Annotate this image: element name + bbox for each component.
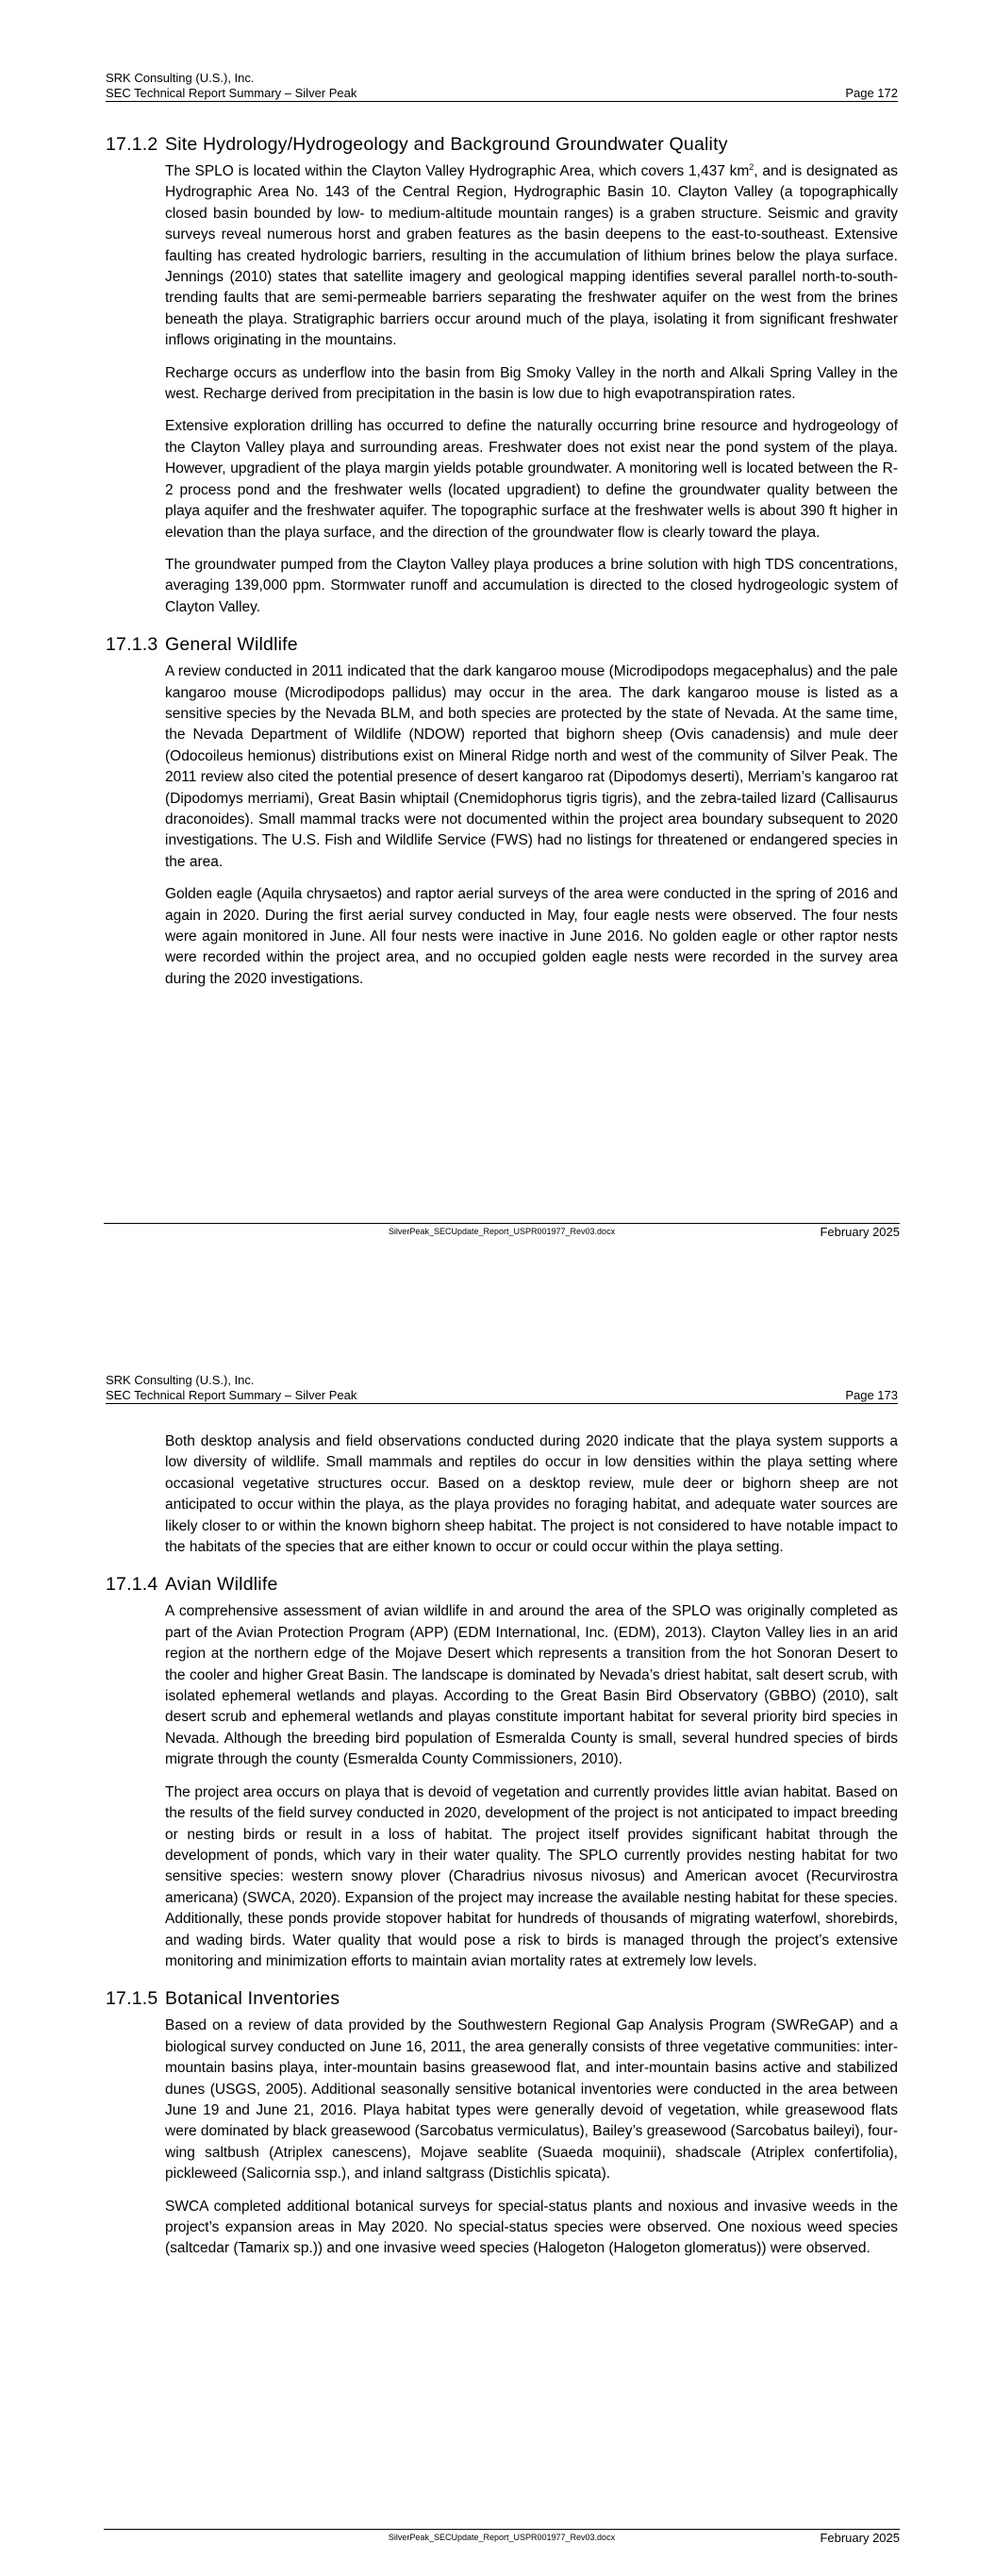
footer-date: February 2025	[820, 2531, 900, 2545]
section-title: Botanical Inventories	[165, 1988, 340, 2010]
paragraph: A comprehensive assessment of avian wildlife in and around the area of the SPLO was originally completed as part of the Avian Protection Program (APP) (EDM International, Inc. (EDM), 2013). Clayton Valley lies in an arid region at the northern edge of the Mojave Desert which represents a transition from the hot Sonoran Desert to the cooler and higher Great Basin. The landscape is dominated by Nevada’s driest habitat, salt desert scrub, with isolated ephemeral wetlands and playas. According to the Great Basin Bird Observatory (GBBO) (2010), salt desert scrub and ephemeral wetlands and playas constitute important habitat for several priority bird species in Nevada. Although the breeding bird population of Esmeralda County is small, several hundred species of birds migrate through the county (Esmeralda County Commissioners, 2010).	[165, 1603, 898, 1768]
section-number: 17.1.4	[106, 1574, 158, 1596]
paragraph: Based on a review of data provided by the Southwestern Regional Gap Analysis Program (SWReGAP) and a biological survey conducted on June 16, 2011, the area generally consists of three vegetative communities: inter-mountain basins playa, inter-mountain basins greasewood flat, and inter-mountain basins active and stabilized dunes (USGS, 2005). Additional seasonally sensitive botanical inventories were conducted in the area between June 19 and June 21, 2016. Playa habitat types were generally devoid of vegetation, while greasewood flats were dominated by black greasewood (Sarcobatus vermiculatus), Bailey’s greasewood (Sarcobatus baileyi), four-wing saltbush (Atriplex canescens), Mojave seablite (Suaeda moquinii), shadscale (Atriplex confertifolia), pickleweed (Salicornia ssp.), and inland saltgrass (Distichlis spicata).	[165, 2017, 898, 2183]
section-number: 17.1.2	[106, 134, 158, 155]
footer-filename: SilverPeak_SECUpdate_Report_USPR001977_Rev03.docx	[388, 2533, 616, 2542]
paragraph: Extensive exploration drilling has occurred to define the naturally occurring brine resource and hydrogeology of the Clayton Valley playa and surrounding areas. Freshwater does not exist near the pond system of the playa. However, upgradient of the playa margin yields potable groundwater. A monitoring well is located between the R-2 process pond and the freshwater wells (located upgradient) to define the groundwater quality between the playa aquifer and the freshwater aquifer. The topographic surface at the freshwater wells is about 390 ft higher in elevation than the playa surface, and the direction of the groundwater flow is clearly toward the playa.	[165, 418, 898, 541]
page-header	[106, 71, 898, 102]
footer-filename: SilverPeak_SECUpdate_Report_USPR001977_Rev03.docx	[388, 1227, 616, 1236]
paragraph: Both desktop analysis and field observations conducted during 2020 indicate that the playa system supports a low diversity of wildlife. Small mammals and reptiles do occur in low densities within the playa setting where occasional vegetative structures occur. Based on a desktop review, mule deer or bighorn sheep are not anticipated to occur within the playa, as the playa provides no foraging habitat, and adequate water sources are likely closer to or within the known bighorn sheep habitat. The project is not considered to have notable impact to the habitats of the species that are either known to occur or could occur within the playa setting.	[165, 1433, 898, 1556]
paragraph: Recharge occurs as underflow into the basin from Big Smoky Valley in the north and Alkali Spring Valley in the west. Recharge derived from precipitation in the basin is low due to high evapotranspiration rates.	[165, 364, 898, 403]
section-title: Site Hydrology/Hydrogeology and Background Groundwater Quality	[165, 134, 728, 155]
page-173	[0, 1288, 995, 2576]
section-title: Avian Wildlife	[165, 1574, 278, 1596]
section-heading-17-1-5	[106, 1987, 898, 2010]
section-heading-17-1-4	[106, 1573, 898, 1596]
section-heading-17-1-3	[106, 633, 898, 656]
header-report-title: SEC Technical Report Summary – Silver Peak	[106, 1388, 357, 1402]
page-number: Page 172	[845, 86, 898, 100]
paragraph: The groundwater pumped from the Clayton Valley playa produces a brine solution with high TDS concentrations, averaging 139,000 ppm. Stormwater runoff and accumulation is directed to the closed hydrogeologic system of Clayton Valley.	[165, 556, 898, 615]
section-title: General Wildlife	[165, 634, 298, 656]
footer-date: February 2025	[820, 1225, 900, 1239]
paragraph: The project area occurs on playa that is devoid of vegetation and currently provides little avian habitat. Based on the results of the field survey conducted in 2020, development of the project is not anticipated to impact breeding or nesting birds or result in a loss of habitat. The project itself provides significant habitat through the development of ponds, which vary in their water quality. The SPLO currently provides nesting habitat for two sensitive species: western snowy plover (Charadrius nivosus nivosus) and American avocet (Recurvirostra americana) (SWCA, 2020). Expansion of the project may increase the available nesting habitat for these species. Additionally, these ponds provide stopover habitat for hundreds of thousands of migrating waterfowl, shorebirds, and wading birds. Water quality that would pose a risk to birds is managed through the project’s extensive monitoring and minimization efforts to maintain avian mortality rates at extremely low levels.	[165, 1783, 898, 1969]
page-footer	[104, 1223, 900, 1239]
section-number: 17.1.3	[106, 634, 158, 656]
page-body	[106, 133, 898, 1001]
superscript: 2	[749, 161, 755, 172]
paragraph: SWCA completed additional botanical surveys for special-status plants and noxious and invasive weeds in the project’s expansion areas in May 2020. No special-status species were observed. One noxious weed species (saltcedar (Tamarix sp.)) and one invasive weed species (Halogeton (Halogeton glomeratus)) were observed.	[165, 2198, 898, 2257]
page-number: Page 173	[845, 1388, 898, 1402]
paragraph: A review conducted in 2011 indicated that the dark kangaroo mouse (Microdipodops megacephalus) and the pale kangaroo mouse (Microdipodops pallidus) may occur in the area. The dark kangaroo mouse is listed as a sensitive species by the Nevada BLM, and both species are protected by the state of Nevada. At the same time, the Nevada Department of Wildlife (NDOW) reported that bighorn sheep (Ovis canadensis) and mule deer (Odocoileus hemionus) distributions exist on Mineral Ridge north and west of the community of Silver Peak. The 2011 review also cited the potential presence of desert kangaroo rat (Dipodomys deserti), Merriam’s kangaroo rat (Dipodomys merriami), Great Basin whiptail (Cnemidophorus tigris tigris), and the zebra-tailed lizard (Callisaurus draconoides). Small mammal tracks were not documented within the project area boundary subsequent to 2020 investigations. The U.S. Fish and Wildlife Service (FWS) had no listings for threatened or endangered species in the area.	[165, 663, 898, 870]
paragraph	[165, 161, 898, 352]
paragraph-text: The SPLO is located within the Clayton Valley Hydrographic Area, which covers 1,437 km	[165, 163, 750, 179]
header-report-title: SEC Technical Report Summary – Silver Peak	[106, 86, 357, 100]
section-number: 17.1.5	[106, 1988, 158, 2010]
page-footer	[104, 2529, 900, 2545]
page-header	[106, 1373, 898, 1404]
paragraph: Golden eagle (Aquila chrysaetos) and raptor aerial surveys of the area were conducted in the spring of 2016 and again in 2020. During the first aerial survey conducted in May, four eagle nests were observed. The four nests were again monitored in June. All four nests were inactive in June 2016. No golden eagle or other raptor nests were recorded within the project area, and no occupied golden eagle nests were recorded in the survey area during the 2020 investigations.	[165, 886, 898, 987]
paragraph-text: , and is designated as Hydrographic Area No. 143 of the Central Region, Hydrographic Basin 10. Clayton Valley (a topographically closed basin bounded by low- to medium-altitude mountain ranges) is a graben structure. Seismic and gravity surveys reveal numerous horst and graben features as the basin deepens to the east-to-southeast. Extensive faulting has created hydrologic barriers, resulting in the accumulation of lithium brines below the playa surface. Jennings (2010) states that satellite imagery and geological mapping identifies several parallel north-to-south-trending faults that are semi-permeable barriers separating the freshwater aquifer on the west from the brines beneath the playa. Stratigraphic barriers occur around much of the playa, isolating it from significant freshwater inflows originating in the mountains.	[165, 163, 898, 349]
section-heading-17-1-2	[106, 133, 898, 156]
header-company: SRK Consulting (U.S.), Inc.	[106, 71, 255, 85]
page-body	[106, 1431, 898, 2271]
header-company: SRK Consulting (U.S.), Inc.	[106, 1373, 255, 1387]
